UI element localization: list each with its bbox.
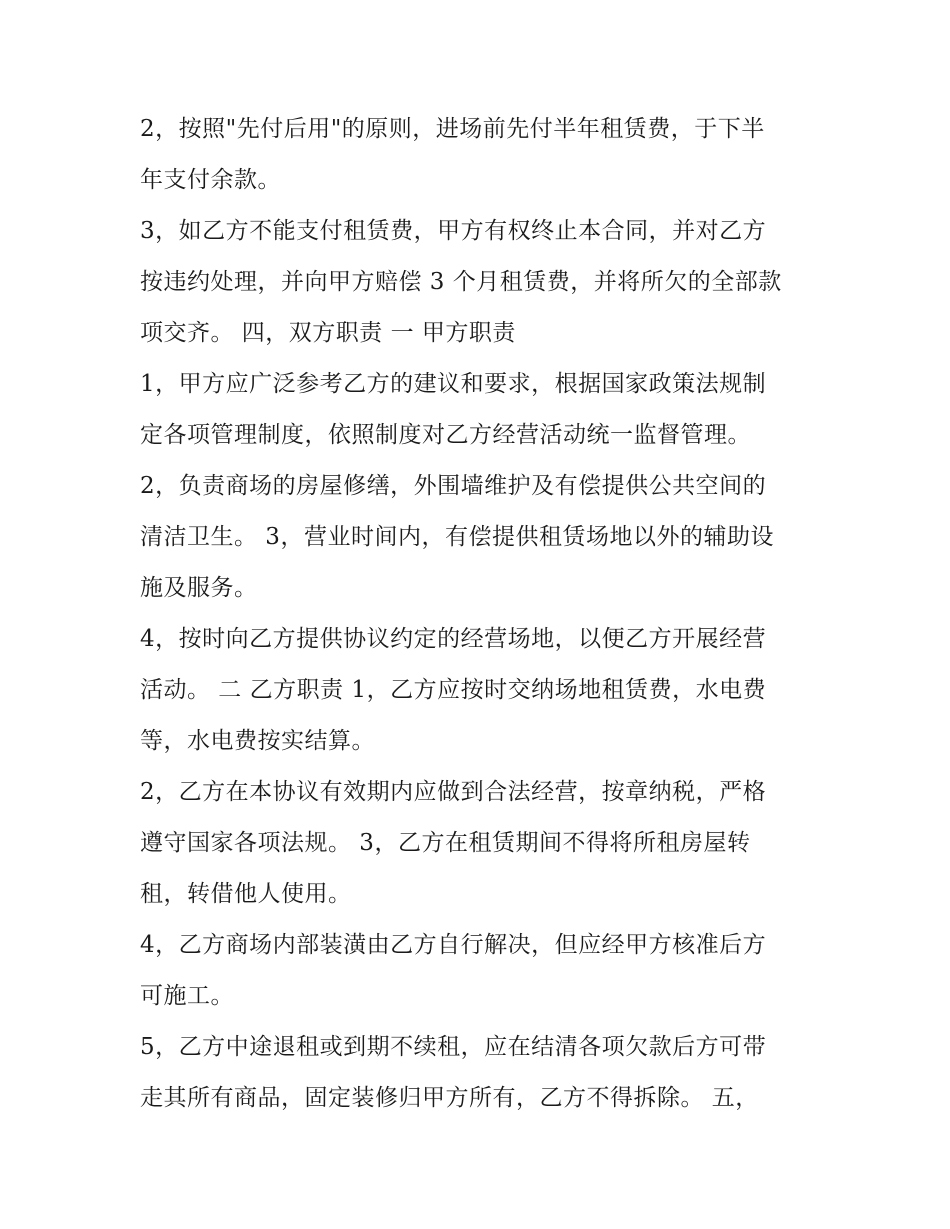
text-line: 走其所有商品，固定装修归甲方所有，乙方不得拆除。 五，: [140, 1085, 759, 1111]
text-line: 活动。 二 乙方职责 1，乙方应按时交纳场地租赁费，水电费: [140, 677, 767, 703]
text-line: 等，水电费按实结算。: [140, 728, 375, 754]
text-line: 遵守国家各项法规。 3，乙方在租赁期间不得将所租房屋转: [140, 830, 751, 856]
text-line: 4，按时向乙方提供协议约定的经营场地，以便乙方开展经营: [140, 626, 767, 652]
text-line: 2，负责商场的房屋修缮，外围墙维护及有偿提供公共空间的: [140, 473, 767, 499]
text-line: 4，乙方商场内部装潢由乙方自行解决，但应经甲方核准后方: [140, 932, 767, 958]
text-line: 2，乙方在本协议有效期内应做到合法经营，按章纳税，严格: [140, 779, 767, 805]
contract-text-body: [140, 104, 820, 1124]
text-line: 定各项管理制度，依照制度对乙方经营活动统一监督管理。: [140, 422, 751, 448]
text-line: 施及服务。: [140, 575, 258, 601]
text-line: 5，乙方中途退租或到期不续租，应在结清各项欠款后方可带: [140, 1034, 767, 1060]
text-line: 可施工。: [140, 983, 234, 1009]
text-line: 项交齐。 四，双方职责 一 甲方职责: [140, 320, 516, 346]
text-line: 1，甲方应广泛参考乙方的建议和要求，根据国家政策法规制: [140, 371, 767, 397]
text-line: 按违约处理，并向甲方赔偿 3 个月租赁费，并将所欠的全部款: [140, 269, 782, 295]
text-line: 2，按照"先付后用"的原则，进场前先付半年租赁费，于下半: [140, 116, 765, 142]
text-line: 清洁卫生。 3，营业时间内，有偿提供租赁场地以外的辅助设: [140, 524, 774, 550]
text-line: 年支付余款。: [140, 167, 281, 193]
text-line: 租，转借他人使用。: [140, 881, 352, 907]
text-line: 3，如乙方不能支付租赁费，甲方有权终止本合同，并对乙方: [140, 218, 767, 244]
